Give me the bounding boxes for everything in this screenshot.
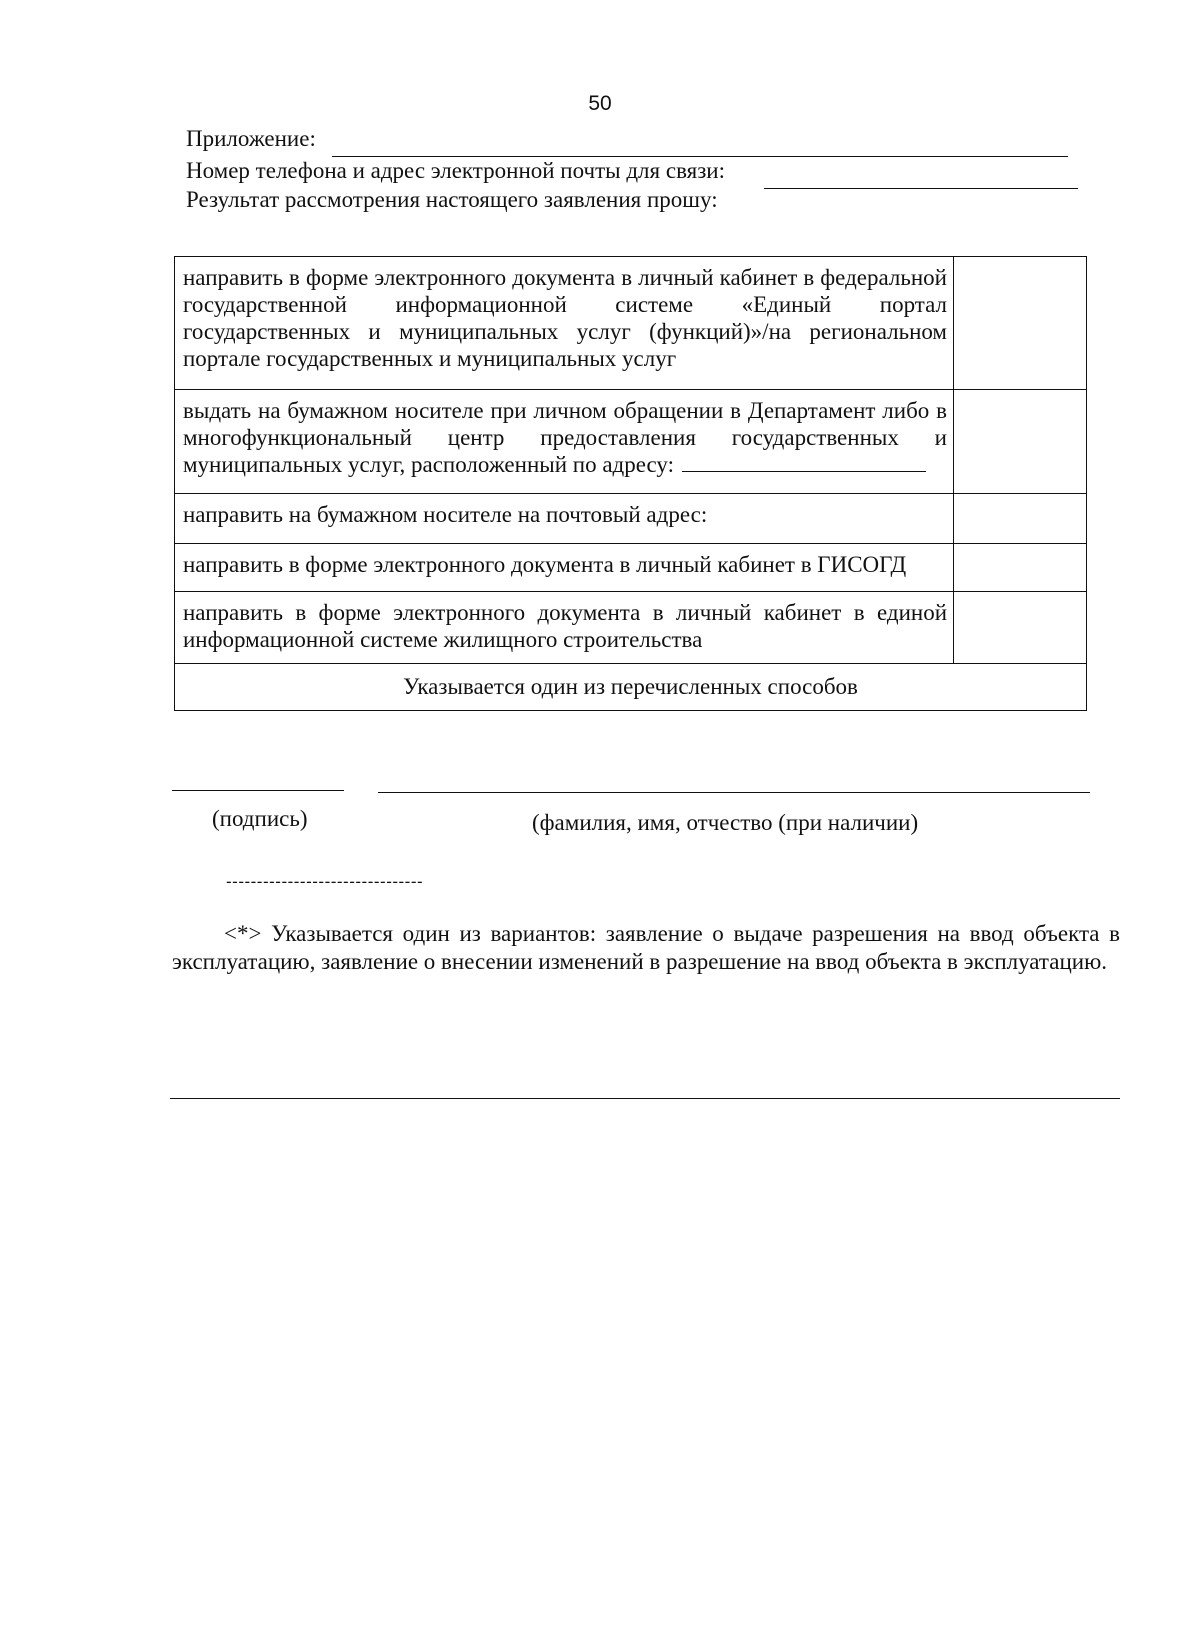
name-caption: (фамилия, имя, отчество (при наличии)	[532, 810, 919, 835]
signature-line[interactable]	[172, 790, 344, 791]
bottom-rule	[170, 1098, 1120, 1099]
table-row	[175, 664, 1087, 711]
contact-label: Номер телефона и адрес электронной почты для связи:	[186, 158, 725, 183]
table-note: Указывается один из перечисленных способов	[175, 664, 1087, 711]
address-field[interactable]	[682, 471, 926, 472]
option-text: направить в форме электронного документа в личный кабинет в ГИСОГД	[175, 544, 954, 592]
table-row	[175, 494, 1087, 544]
page-number: 50	[588, 92, 612, 115]
footnote-separator: --------------------------------	[226, 872, 424, 891]
delivery-options-table	[174, 256, 1087, 711]
table-row	[175, 592, 1087, 664]
option-checkbox[interactable]	[954, 390, 1087, 494]
option-text: направить в форме электронного документа в личный кабинет в единой информационной системе жилищного строительства	[175, 592, 954, 664]
option-checkbox[interactable]	[954, 592, 1087, 664]
signature-caption: (подпись)	[212, 806, 308, 831]
attachment-field[interactable]	[332, 156, 1068, 157]
table-row	[175, 544, 1087, 592]
footnote-text: <*> Указывается один из вариантов: заявление о выдаче разрешения на ввод объекта в эксплуатацию, заявление о внесении изменений в разрешение на ввод объекта в эксплуатацию.	[172, 921, 1120, 974]
option-checkbox[interactable]	[954, 494, 1087, 544]
result-label: Результат рассмотрения настоящего заявления прошу:	[186, 187, 718, 212]
attachment-label: Приложение:	[186, 126, 316, 151]
option-text-cell	[175, 390, 954, 494]
table-row	[175, 390, 1087, 494]
option-checkbox[interactable]	[954, 257, 1087, 390]
table-row	[175, 257, 1087, 390]
option-checkbox[interactable]	[954, 544, 1087, 592]
contact-field[interactable]	[764, 188, 1078, 189]
option-text: направить на бумажном носителе на почтовый адрес:	[175, 494, 954, 544]
option-text: направить в форме электронного документа в личный кабинет в федеральной государственной информационной системе «Единый портал государственных и муниципальных услуг (функций)»/на региональном портале государственных и муниципальных услуг	[175, 257, 954, 390]
name-line[interactable]	[378, 792, 1090, 793]
option-text: выдать на бумажном носителе при личном обращении в Департамент либо в многофункциональный центр предоставления государственных и муниципальных услуг, расположенный по адресу:	[183, 398, 947, 477]
